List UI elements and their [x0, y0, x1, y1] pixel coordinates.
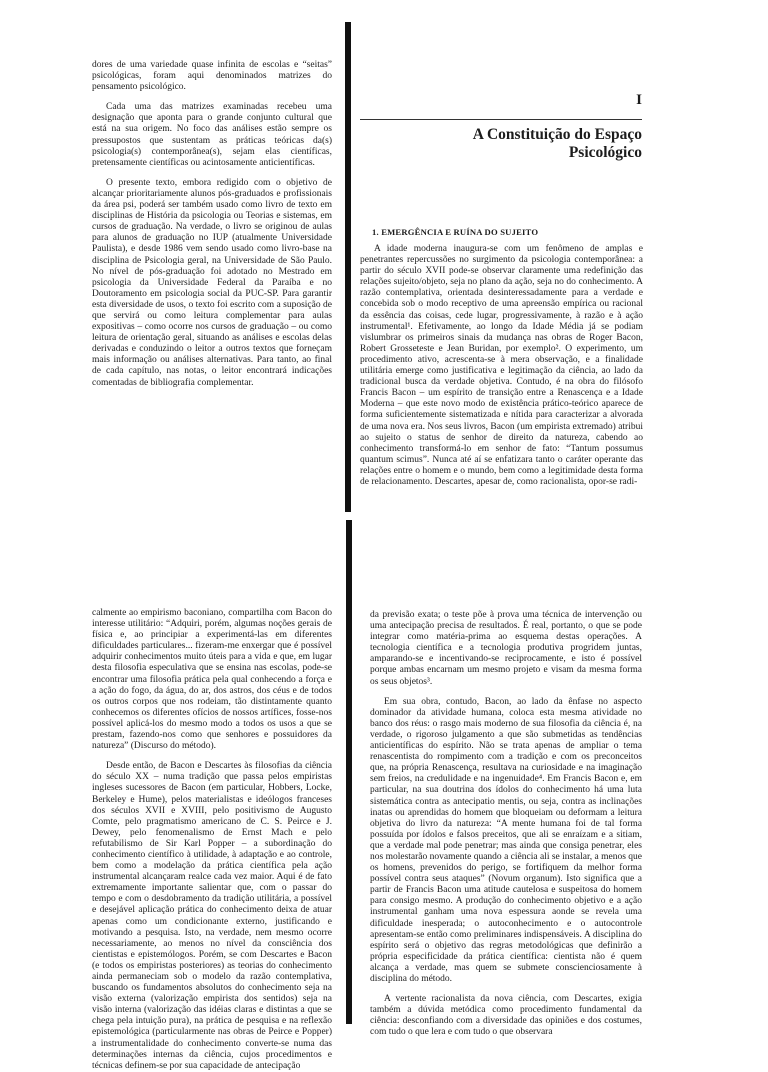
chapter-title — [380, 126, 642, 162]
paragraph: calmente ao empirismo baconiano, compartilha com Bacon do interesse utilitário: “Adquiri, porém, algumas noções gerais de física e, ao principiar a experimentá-las em diferentes dificuldades particulares... fizeram-me enxergar que é possível adquirir conhecimentos muito úteis para a vida e que, em lugar desta filosofia especulativa que se ensina nas escolas, pode-se encontrar uma filosofia prática pela qual conhecendo a força e a ação do fogo, da água, do ar, dos astros, dos céus e de todos os outros corpos que nos rodeiam, tão distintamente quanto conhecemos os diferentes ofícios de nossos artífices, fosse-nos possível aplicá-los do mesmo modo a todos os usos a que se prestam, fazendo-nos como que senhores e possuidores da natureza” (Discurso do método). — [92, 608, 332, 752]
bottom-right-page — [370, 610, 642, 1038]
paragraph: Em sua obra, contudo, Bacon, ao lado da ênfase no aspecto dominador da atividade humana, coloca esta mesma atividade no banco dos réus: o rasgo mais moderno de sua filosofia da ciência é, na verdade, o rigoroso julgamento a que são submetidas as tendências anticientíficas do espírito. Não se trata apenas de ampliar o tema renascentista do rompimento com a tradição e com os preconceitos que, na própria Renascença, resultava na curiosidade e na imaginação sem freios, na credulidade e na ingenuidade⁴. Em Francis Bacon e, em particular, na sua doutrina dos ídolos do conhecimento há uma luta sistemática contra as antecipatio mentis, ou seja, contra as inclinações inatas ou aprendidas do homem que bloqueiam ou deformam a leitura objetiva do livro da natureza: “A mente humana foi de tal forma possuída por ídolos e falsos preceitos, que ali se enraízam e a sitiam, que a verdade mal pode penetrar; mas ainda que consiga penetrar, eles nos molestarão novamente quando a ciência ali se instalar, a menos que os homens, prevenidos do perigo, se fortifiquem da melhor forma possível contra seus ataques” (Novum organum). Isto significa que a partir de Francis Bacon uma atitude cautelosa e suspeitosa do homem para consigo mesmo. A produção do conhecimento objetivo e a ação instrumental ganham uma nova espessura aonde se revela uma dificuldade inesperada; o autoconhecimento e o autocontrole apresentam-se então como preliminares indispensáveis. A disciplina do espírito será o objetivo das regras metodológicas que definirão a própria especificidade da prática científica: cientista não é quem alcança a verdade, mas quem se submete conscienciosamente à disciplina do método. — [370, 696, 642, 984]
paragraph: da previsão exata; o teste põe à prova uma técnica de intervenção ou uma antecipação precisa de resultados. É real, portanto, o que se pode integrar como matéria-prima ao esquema destas operações. A tecnologia científica e a tecnologia produtiva progridem juntas, amparando-se e incentivando-se reciprocamente, e isto é possível porque ambas encarnam um mesmo projeto e visam da mesma forma os seus objetos³. — [370, 610, 642, 687]
chapter-number: I — [636, 92, 642, 108]
top-book-spread — [0, 0, 768, 512]
bottom-left-page — [92, 608, 332, 1072]
top-right-page — [360, 244, 643, 488]
top-left-page — [92, 60, 332, 389]
section-heading: 1. EMERGÊNCIA E RUÍNA DO SUJEITO — [372, 227, 539, 237]
chapter-rule — [360, 119, 642, 120]
paragraph: A idade moderna inaugura-se com um fenômeno de amplas e penetrantes repercussões no surgimento da psicologia contemporânea: a partir do século XVII pode-se observar claramente uma redefinição das relações sujeito/objeto, seja no plano da ação, seja no do conhecimento. A razão contemplativa, orientada desinteressadamente para a verdade e concebida sob o modo receptivo de uma apreensão empírica ou racional da essência das coisas, cede lugar, progressivamente, à razão e à ação instrumental¹. Efetivamente, ao longo da Idade Média já se podiam vislumbrar os primeiros sinais da mudança nas obras de Roger Bacon, Robert Grosseteste e Jean Buridan, por exemplo². O experimento, um procedimento ativo, acrescenta-se à mera observação, e a finalidade utilitária emerge como justificativa e legitimação da ciência, ao lado da tradicional busca da verdade objetiva. Contudo, é na obra do filósofo Francis Bacon – um espírito de transição entre a Renascença e a Idade Moderna – que este novo modo de existência prático-teórico aparece de forma suficientemente sistematizada e nítida para caracterizar a alvorada de uma nova era. Nos seus livros, Bacon (um empirista extremado) atribui ao sujeito o status de senhor de direito da natureza, cabendo ao conhecimento transformá-lo em senhor de fato: “Tantum possumus quantum scimus”. Nunca até aí se enfatizara tanto o caráter operante das relações entre o homem e o mundo, bem como a legitimidade desta forma de relacionamento. Descartes, apesar de, como racionalista, opor-se radi- — [360, 244, 643, 487]
paragraph: A vertente racionalista da nova ciência, com Descartes, exigia também a dúvida metódica como procedimento fundamental da ciência: desconfiando com a diversidade das opiniões e dos costumes, com tudo o que lera e com tudo o que observara — [370, 994, 642, 1038]
paragraph: O presente texto, embora redigido com o objetivo de alcançar prioritariamente alunos pós-graduados e profissionais da área psi, poderá ser também usado como livro de texto em disciplinas de História da psicologia ou Teorias e sistemas, em cursos de graduação. Na verdade, o livro se originou de aulas para alunos de graduação no IUP (atualmente Universidade Paulista), e desde 1986 vem sendo usado como livro-base na disciplina de Psicologia geral, na Universidade de São Paulo. No nível de pós-graduação foi adotado no Mestrado em psicologia da Universidade Federal da Paraíba e no Doutoramento em psicologia social da PUC-SP. Para garantir esta diversidade de usos, o texto foi escrito com a suposição de que servirá ou como leitura complementar para aulas expositivas – como ocorre nos cursos de graduação – ou como leitura de orientação geral, situando as análises e escolas delas derivadas e conduzindo o leitor a outros textos que forneçam mais informação ou análises alternativas. Para tanto, ao final de cada capítulo, nas notas, o leitor encontrará indicações comentadas de bibliografia complementar. — [92, 177, 332, 388]
book-gutter-shadow — [345, 22, 351, 512]
bottom-book-spread — [0, 512, 768, 1071]
paragraph: Cada uma das matrizes examinadas recebeu uma designação que aponta para o grande conjunto cultural que está na sua origem. No foco das análises estão sempre os pressupostos que sustentam as práticas teóricas da(s) psicologia(s) contemporânea(s), sejam elas científicas, pretensamente científicas ou acintosamente anticientíficas. — [92, 102, 332, 168]
book-gutter-shadow — [346, 520, 352, 1024]
chapter-title-line: Psicológico — [568, 144, 642, 161]
paragraph: Desde então, de Bacon e Descartes às filosofias da ciência do século XX – numa tradição que passa pelos empiristas ingleses sucessores de Bacon (em particular, Hobbers, Locke, Berkeley e Hume), pelos materialistas e ideólogos franceses dos séculos XVII e XVIII, pelo positivismo de Augusto Comte, pelo pragmatismo americano de C. S. Peirce e J. Dewey, pelo fenomenalismo de Ernst Mach e pelo refutabilismo de Sir Karl Popper – a subordinação do conhecimento científico à utilidade, à adaptação e ao controle, bem como a modelação da prática científica pela ação instrumental alcançaram realce cada vez maior. Aqui é de fato extremamente importante salientar que, com o passar do tempo e com o desdobramento da tradição utilitária, a possível e desejável aplicação prática do conhecimento deixa de atuar apenas como um condicionante externo, justificando e motivando a pesquisa. Isto, na verdade, nem mesmo ocorre necessariamente, ao menos no nível da consciência dos cientistas e epistemólogos. Porém, se com Descartes e Bacon (e todos os empiristas posteriores) as teorias do conhecimento ainda permaneciam sob o modelo da razão contemplativa, buscando os fundamentos absolutos do conhecimento seja na visão externa (valorização empirista dos sentidos) seja na visão interna (valorização das idéias claras e distintas a que se chega pela intuição pura), na prática de pesquisa e na reflexão epistemológica (particularmente nas obras de Peirce e Popper) a instrumentalidade do conhecimento converte-se numa das determinações internas da ciência, cujos procedimentos e técnicas definem-se por sua capacidade de antecipação — [92, 761, 332, 1071]
paragraph: dores de uma variedade quase infinita de escolas e “seitas” psicológicas, foram aqui denominados matrizes do pensamento psicológico. — [92, 60, 332, 93]
chapter-title-line: A Constituição do Espaço — [472, 126, 642, 143]
